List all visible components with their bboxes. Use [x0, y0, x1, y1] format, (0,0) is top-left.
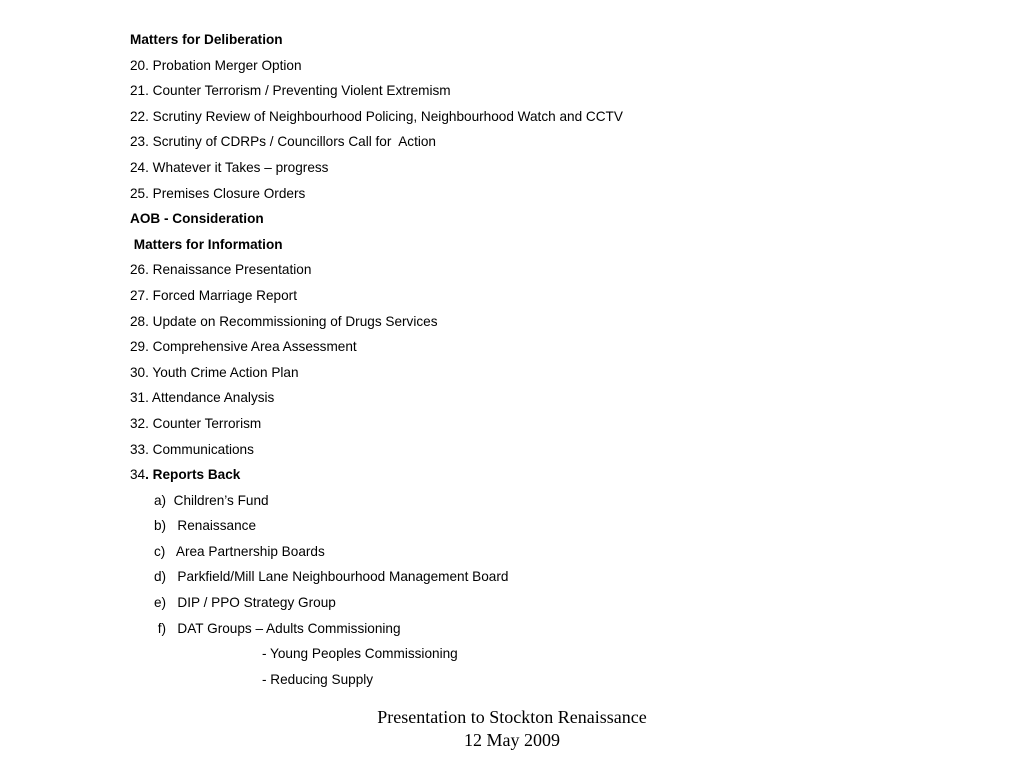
agenda-item-20 [130, 56, 990, 82]
report-subitem-reducing-supply: - Reducing Supply [262, 671, 374, 687]
item-number: 30. [130, 364, 149, 380]
item-number: 34 [130, 467, 146, 483]
agenda-item-34 [130, 465, 990, 491]
item-text: Counter Terrorism [148, 415, 262, 431]
agenda-item-29 [130, 337, 990, 363]
item-text: Scrutiny Review of Neighbourhood Policing, Neighbourhood Watch and CCTV [148, 108, 623, 124]
agenda-item-28 [130, 312, 990, 338]
item-text: Renaissance Presentation [148, 262, 312, 278]
agenda-item-27 [130, 286, 990, 312]
item-number: 33. [130, 441, 149, 457]
agenda-item-24 [130, 158, 990, 184]
report-item-a: a) Children’s Fund [154, 492, 269, 508]
item-text: Forced Marriage Report [148, 287, 297, 303]
slide-footer [0, 706, 1024, 752]
agenda-item-25 [130, 184, 990, 210]
agenda-item-26 [130, 260, 990, 286]
item-text: Scrutiny of CDRPs / Councillors Call for Action [148, 134, 436, 150]
report-subitem-young-peoples: - Young Peoples Commissioning [262, 646, 458, 662]
deliberation-heading: Matters for Deliberation [130, 32, 283, 47]
item-number: 27. [130, 287, 149, 303]
agenda-item-33 [130, 440, 990, 466]
agenda-item-22 [130, 107, 990, 133]
item-number: 20. [130, 57, 149, 73]
item-text: Premises Closure Orders [148, 185, 306, 201]
item-number: 29. [130, 339, 149, 355]
item-number: 26. [130, 262, 149, 278]
agenda-item-23 [130, 132, 990, 158]
footer-title: Presentation to Stockton Renaissance [377, 707, 647, 727]
item-text: Youth Crime Action Plan [148, 364, 299, 380]
report-item-f: f) DAT Groups – Adults Commissioning [154, 620, 401, 636]
item-number: 28. [130, 313, 149, 329]
aob-heading: AOB - Consideration [130, 211, 264, 227]
item-number: 31. [130, 390, 149, 406]
report-item-b: b) Renaissance [154, 518, 257, 534]
footer-date: 12 May 2009 [464, 730, 560, 750]
agenda-item-21 [130, 81, 990, 107]
item-text: Whatever it Takes – progress [148, 159, 329, 175]
report-item-e: e) DIP / PPO Strategy Group [154, 595, 336, 611]
item-number: 25. [130, 185, 149, 201]
item-number: 21. [130, 83, 149, 99]
report-item-d: d) Parkfield/Mill Lane Neighbourhood Management Board [154, 569, 509, 585]
item-text: Probation Merger Option [148, 57, 302, 73]
item-text: Attendance Analysis [148, 390, 275, 406]
information-heading: Matters for Information [130, 236, 283, 252]
agenda-list [130, 30, 990, 695]
reports-back-heading: . Reports Back [145, 467, 241, 483]
item-text: Counter Terrorism / Preventing Violent Extremism [148, 83, 451, 99]
item-number: 22. [130, 108, 149, 124]
item-number: 23. [130, 134, 149, 150]
report-item-c: c) Area Partnership Boards [154, 543, 325, 559]
item-text: Update on Recommissioning of Drugs Services [148, 313, 438, 329]
item-number: 24. [130, 159, 149, 175]
agenda-item-32 [130, 414, 990, 440]
agenda-item-31 [130, 388, 990, 414]
item-number: 32. [130, 415, 149, 431]
item-text: Communications [148, 441, 254, 457]
agenda-item-30 [130, 363, 990, 389]
item-text: Comprehensive Area Assessment [148, 339, 357, 355]
